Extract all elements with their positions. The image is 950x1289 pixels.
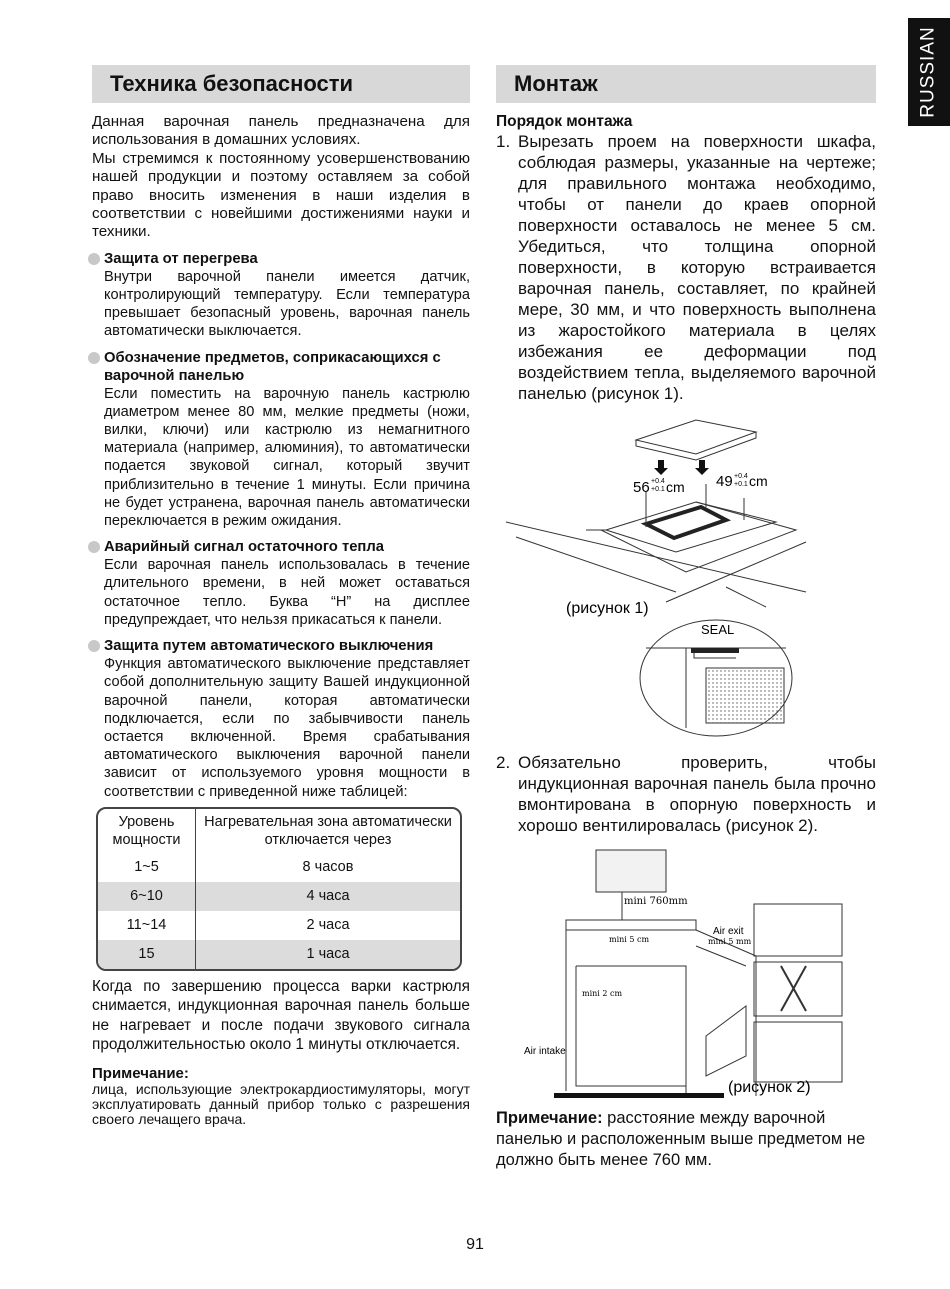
svg-text:mini 2 cm: mini 2 cm: [582, 989, 623, 998]
svg-text:+0.1: +0.1: [651, 486, 665, 493]
arrow-down-icon: [695, 460, 709, 475]
svg-text:Air intake: Air intake: [524, 1046, 566, 1057]
safety-section: [92, 349, 470, 531]
seal-label: SEAL: [701, 622, 735, 637]
section-title: Монтаж: [496, 65, 876, 103]
table-header-row: Уровень мощности Нагревательная зона автоматически отключается через: [98, 809, 460, 853]
installation-column: [496, 65, 876, 1171]
intro-text: Данная варочная панель предназначена для использования в домашних условиях.: [92, 113, 470, 149]
svg-text:mini 5 cm: mini 5 cm: [609, 935, 650, 944]
svg-text:+0.1: +0.1: [734, 481, 748, 488]
section-text: Внутри варочной панели имеется датчик, контролирующий температуру. Если температура превышает безопасный уровень, варочная панель автоматически выключается.: [104, 268, 470, 340]
note-title: Примечание:: [92, 1064, 189, 1082]
table-row: 11~14 2 часа: [98, 911, 460, 940]
safety-column: [92, 65, 470, 1127]
bullet-icon: [88, 640, 100, 652]
svg-text:cm: cm: [666, 479, 685, 495]
safety-section: [92, 637, 470, 801]
safety-section: [92, 538, 470, 629]
dim-depth: 49: [716, 473, 733, 490]
table-row: 15 1 часа: [98, 940, 460, 969]
bullet-icon: [88, 352, 100, 364]
section-text: Функция автоматического выключение представляет собой дополнительную защиту Вашей индукционной варочной панели, которая автоматически подключается, если по забывчивости панель остается включенной. Время срабатывания автоматического выключения варочной панели зависит от используемого уровня мощности в соответствии с приведенной ниже таблицей:: [104, 656, 470, 800]
step-1: 1. Вырезать проем на поверхности шкафа, соблюдая размеры, указанные на чертеже; для правильного монтажа необходимо, чтобы от панели до краев опорной поверхности оставалось не менее 5 см. Убедиться, что толщина опорной поверхности, в которую встраивается варочная панель, составляет, по крайней мере, 30 мм, и что поверхность выполнена из жаростойкого материала в целях избежания ее деформации под воздействием тепла, выделяемого варочной панелью (рисунок 1).: [496, 132, 876, 403]
figure-2-caption: (рисунок 2): [728, 1079, 811, 1096]
language-tab: RUSSIAN: [908, 18, 950, 126]
svg-text:Air exit: Air exit: [713, 926, 744, 937]
safety-section: [92, 250, 470, 341]
installation-note: Примечание: расстояние между варочной панелью и расположенным выше предметом не должно быть менее 760 мм.: [496, 1109, 866, 1169]
step-2: 2. Обязательно проверить, чтобы индукционная варочная панель была прочно вмонтирована в опорную поверхность и хорошо вентилировалась (рисунок 2).: [496, 753, 876, 835]
svg-text:cm: cm: [749, 473, 768, 489]
section-heading: Защита путем автоматического выключения: [92, 637, 470, 655]
svg-text:mini 760mm: mini 760mm: [624, 896, 688, 907]
intro-text-2: Мы стремимся к постоянному усовершенствованию нашей продукции и поэтому оставляем за собой право вносить изменения в наши изделия в соответствии с новейшими достижениями науки и техники.: [92, 149, 470, 241]
auto-off-table: [96, 807, 462, 971]
section-title: Техника безопасности: [92, 65, 470, 103]
svg-text:+0.4: +0.4: [734, 473, 748, 480]
table-row: 6~10 4 часа: [98, 882, 460, 911]
svg-text:+0.4: +0.4: [651, 478, 665, 485]
figure-2-ventilation-diagram: [496, 846, 876, 1106]
section-text: Если варочная панель использовалась в течение длительного времени, в ней может оставаться остаточное тепло. Буква “H” на дисплее предупреждает, что нельзя прикасаться к панели.: [104, 557, 470, 628]
svg-text:mini 5 mm: mini 5 mm: [708, 937, 752, 946]
section-heading: Обозначение предметов, соприкасающихся с варочной панелью: [92, 349, 470, 385]
seal-detail-diagram: [496, 618, 876, 738]
figure-1-cutout-diagram: [496, 412, 876, 632]
section-heading: Аварийный сигнал остаточного тепла: [92, 538, 470, 556]
figure-1-caption: (рисунок 1): [566, 600, 649, 617]
table-row: 1~5 8 часов: [98, 853, 460, 882]
arrow-down-icon: [654, 460, 668, 475]
after-table-text: Когда по завершению процесса варки кастрюля снимается, индукционная варочная панель больше не нагревает и после подачи звукового сигнала продолжительностью около 1 минуты отключается.: [92, 977, 470, 1054]
dim-width: 56: [633, 479, 650, 496]
section-text: Если поместить на варочную панель кастрюлю диаметром менее 80 мм, мелкие предметы (ножи, вилки, ключи) или кастрюлю из немагнитного материала (например, алюминия), то автоматически подается звуковой сигнал, который звучит приблизительно в течение 1 минуты. Если причина не будет устранена, варочная панель автоматически переключается в режим ожидания.: [104, 385, 470, 530]
subtitle: Порядок монтажа: [496, 113, 633, 130]
bullet-icon: [88, 253, 100, 265]
page-number: 91: [466, 1236, 484, 1253]
note-text: лица, использующие электрокардиостимуляторы, могут эксплуатировать данный прибор только с разрешения своего лечащего врача.: [92, 1080, 470, 1127]
section-heading: Защита от перегрева: [92, 250, 470, 268]
